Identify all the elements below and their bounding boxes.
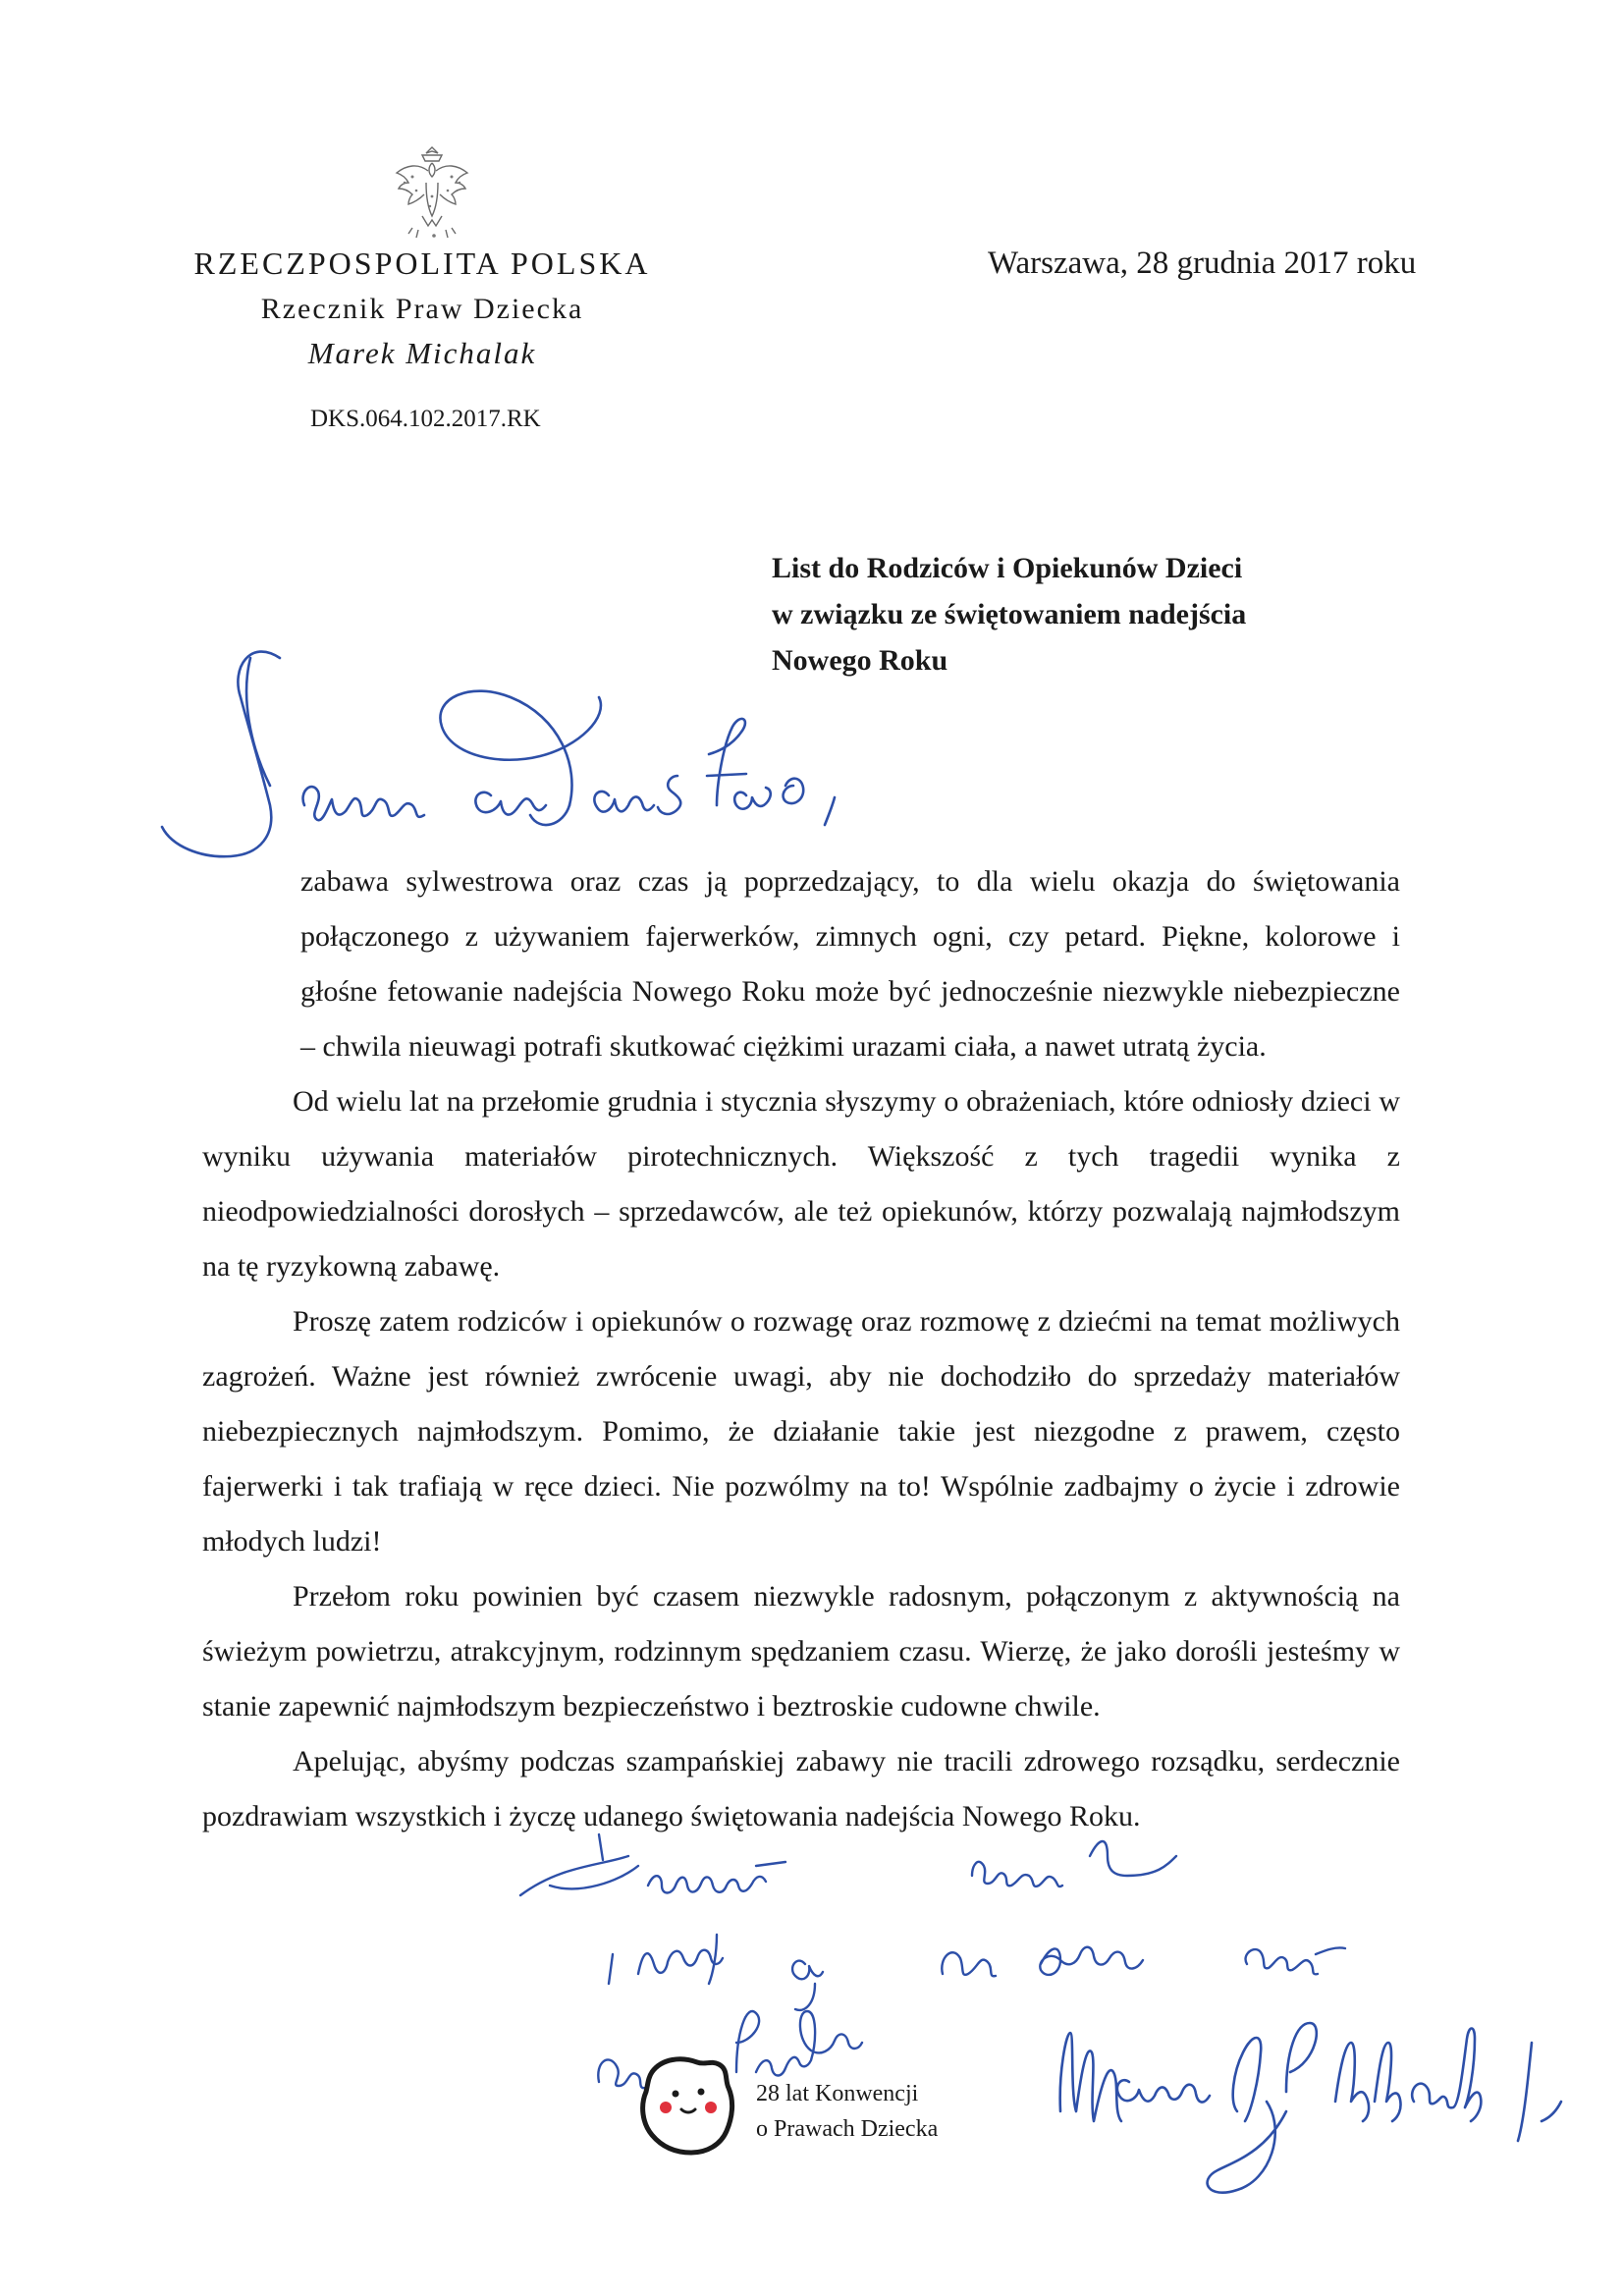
body-paragraph-2: Od wielu lat na przełomie grudnia i stycznia słyszymy o obrażeniach, które odniosły dzieci w wyniku używania materiałów pirotechnicznych. Większość z tych tragedii wynika z nieodpowiedzialności dorosłych – sprzedawców, ale też opiekunów, którzy pozwalają najmłodszym na tę ryzykowną zabawę.: [202, 1085, 1400, 1283]
convention-caption-line-2: o Prawach Dziecka: [756, 2116, 939, 2142]
document-reference: DKS.064.102.2017.RK: [310, 406, 541, 432]
polish-eagle-emblem-icon: [383, 137, 481, 246]
convention-smiley-logo-icon: [640, 2052, 736, 2159]
letter-title-line-2: w związku ze świętowaniem nadejścia: [772, 598, 1247, 630]
convention-caption: [756, 2076, 938, 2147]
ombudsman-name: Marek Michalak: [307, 336, 537, 370]
body-paragraph-4: Przełom roku powinien być czasem niezwykle radosnym, połączonym z aktywnością na świeżym powietrzu, atrakcyjnym, rodzinnym spędzaniem czasu. Wierzę, że jako dorośli jesteśmy w stanie zapewnić najmłodszym bezpieczeństwo i beztroskie cudowne chwile.: [202, 1580, 1400, 1722]
handwritten-greeting: [147, 619, 952, 894]
letter-body: [202, 854, 1400, 1844]
letter-title-line-1: List do Rodziców i Opiekunów Dzieci: [772, 552, 1243, 584]
letter-title-line-3: Nowego Roku: [772, 644, 948, 677]
handwritten-signature: [1041, 1984, 1571, 2239]
country-name: RZECZPOSPOLITA POLSKA: [193, 246, 651, 281]
document-date: Warszawa, 28 grudnia 2017 roku: [988, 246, 1417, 281]
office-name: Rzecznik Praw Dziecka: [260, 293, 584, 325]
body-paragraph-1: zabawa sylwestrowa oraz czas ją poprzedzający, to dla wielu okazja do świętowania połączonego z używaniem fajerwerków, zimnych ogni, czy petard. Piękne, kolorowe i głośne fetowanie nadejścia Nowego Roku może być jednocześnie niezwykle niebezpieczne – chwila nieuwagi potrafi skutkować ciężkimi urazami ciała, a nawet utratą życia.: [300, 865, 1400, 1063]
convention-caption-line-1: 28 lat Konwencji: [756, 2081, 919, 2106]
body-paragraph-3: Proszę zatem rodziców i opiekunów o rozwagę oraz rozmowę z dziećmi na temat możliwych zagrożeń. Ważne jest również zwrócenie uwagi, aby nie dochodziło do sprzedaży materiałów niebezpiecznych najmłodszym. Pomimo, że działanie takie jest niezgodne z prawem, często fajerwerki i tak trafiają w ręce dzieci. Nie pozwólmy na to! Wspólnie zadbajmy o życie i zdrowie młodych ludzi!: [202, 1305, 1400, 1558]
body-paragraph-5: Apelując, abyśmy podczas szampańskiej zabawy nie tracili zdrowego rozsądku, serdecznie pozdrawiam wszystkich i życzę udanego świętowania nadejścia Nowego Roku.: [202, 1745, 1400, 1832]
